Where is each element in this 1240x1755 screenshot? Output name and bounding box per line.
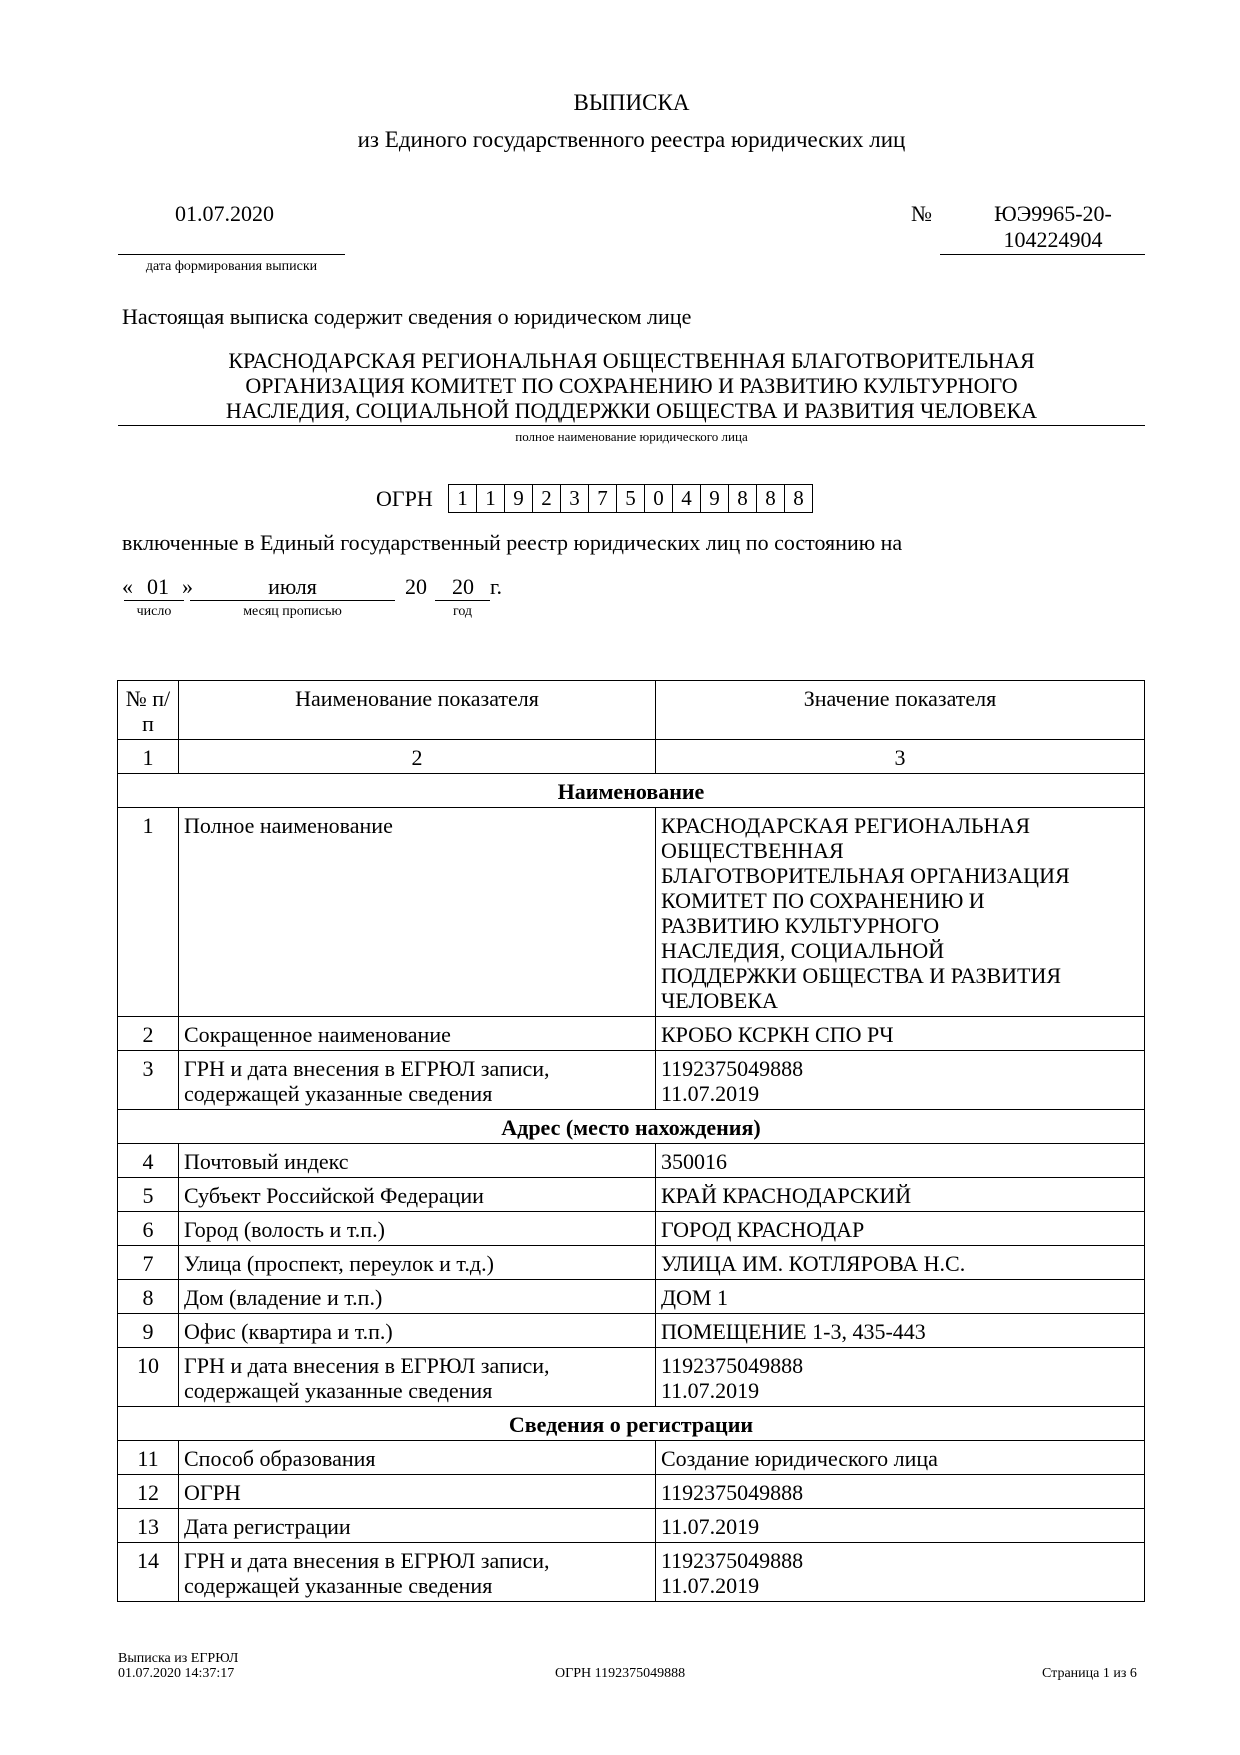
state-date-suffix: г. <box>490 574 503 599</box>
ogrn-digit-box: 2 <box>533 484 561 513</box>
intro-text: Настоящая выписка содержит сведения о юридическом лице <box>122 304 692 329</box>
ogrn-label: ОГРН <box>376 486 433 511</box>
ogrn-digit-box: 9 <box>505 484 533 513</box>
row-indicator: Город (волость и т.п.) <box>179 1212 656 1246</box>
table-row <box>118 808 1145 1017</box>
year-underline <box>435 600 490 601</box>
ogrn-digit-box: 4 <box>673 484 701 513</box>
full-name-caption: полное наименование юридического лица <box>515 429 748 444</box>
ogrn-digit-box: 1 <box>449 484 477 513</box>
row-indicator: Сокращенное наименование <box>179 1017 656 1051</box>
table-row <box>118 1475 1145 1509</box>
ogrn-digit-box: 5 <box>617 484 645 513</box>
row-number: 2 <box>118 1017 179 1051</box>
row-indicator: Дата регистрации <box>179 1509 656 1543</box>
full-name-underline <box>118 425 1145 426</box>
row-value: Создание юридического лица <box>656 1441 1145 1475</box>
registry-table <box>117 680 1145 1602</box>
row-indicator: Офис (квартира и т.п.) <box>179 1314 656 1348</box>
footer-page-number: Страница 1 из 6 <box>1042 1666 1137 1681</box>
document-subtitle: из Единого государственного реестра юридических лиц <box>357 127 906 152</box>
extract-number: ЮЭ9965-20- 104224904 <box>994 201 1112 252</box>
section-header-row <box>118 774 1145 808</box>
ogrn-digit-box: 8 <box>729 484 757 513</box>
row-value: ДОМ 1 <box>656 1280 1145 1314</box>
day-caption: число <box>136 604 172 619</box>
year-caption: год <box>452 604 473 619</box>
table-row <box>118 1314 1145 1348</box>
row-number: 6 <box>118 1212 179 1246</box>
ogrn-digit-box: 8 <box>785 484 813 513</box>
row-number: 14 <box>118 1543 179 1602</box>
ogrn-digit-box: 0 <box>645 484 673 513</box>
date-close-quote: » <box>182 574 193 599</box>
table-row <box>118 1017 1145 1051</box>
row-value: КРАСНОДАРСКАЯ РЕГИОНАЛЬНАЯ ОБЩЕСТВЕННАЯ БЛАГОТВОРИТЕЛЬНАЯ ОРГАНИЗАЦИЯ КОМИТЕТ ПО СОХРАНЕНИЮ И РАЗВИТИЮ КУЛЬТУРНОГО НАСЛЕДИЯ, СОЦИАЛЬНОЙ ПОДДЕРЖКИ ОБЩЕСТВА И РАЗВИТИЯ ЧЕЛОВЕКА <box>656 808 1145 1017</box>
row-number: 1 <box>118 808 179 1017</box>
header-indicator: Наименование показателя <box>179 681 656 740</box>
column-number-3: 3 <box>656 740 1145 774</box>
row-indicator: ГРН и дата внесения в ЕГРЮЛ записи, содержащей указанные сведения <box>179 1051 656 1110</box>
row-indicator: Почтовый индекс <box>179 1144 656 1178</box>
table-row <box>118 1441 1145 1475</box>
row-value: КРАЙ КРАСНОДАРСКИЙ <box>656 1178 1145 1212</box>
table-column-numbers-row <box>118 740 1145 774</box>
extract-number-underline <box>940 254 1145 255</box>
number-sign: № <box>911 201 932 226</box>
extract-date: 01.07.2020 <box>175 201 274 226</box>
table-row <box>118 1051 1145 1110</box>
row-indicator: ОГРН <box>179 1475 656 1509</box>
row-value: 1192375049888 11.07.2019 <box>656 1348 1145 1407</box>
entity-full-name: КРАСНОДАРСКАЯ РЕГИОНАЛЬНАЯ ОБЩЕСТВЕННАЯ БЛАГОТВОРИТЕЛЬНАЯ ОРГАНИЗАЦИЯ КОМИТЕТ ПО СОХРАНЕНИЮ И РАЗВИТИЮ КУЛЬТУРНОГО НАСЛЕДИЯ, СОЦИАЛЬНОЙ ПОДДЕРЖКИ ОБЩЕСТВА И РАЗВИТИЯ ЧЕЛОВЕКА <box>225 348 1038 423</box>
row-value: 1192375049888 11.07.2019 <box>656 1543 1145 1602</box>
footer-doc-name: Выписка из ЕГРЮЛ <box>118 1651 239 1666</box>
extract-date-caption: дата формирования выписки <box>145 259 318 274</box>
section-header-row <box>118 1110 1145 1144</box>
state-date-day: 01 <box>147 574 169 599</box>
row-indicator: Полное наименование <box>179 808 656 1017</box>
row-value: 11.07.2019 <box>656 1509 1145 1543</box>
date-open-quote: « <box>122 574 133 599</box>
month-underline <box>190 600 395 601</box>
ogrn-digit-boxes <box>448 484 813 513</box>
row-number: 11 <box>118 1441 179 1475</box>
row-number: 8 <box>118 1280 179 1314</box>
footer-timestamp: 01.07.2020 14:37:17 <box>118 1666 235 1681</box>
table-row <box>118 1246 1145 1280</box>
row-number: 9 <box>118 1314 179 1348</box>
row-indicator: Субъект Российской Федерации <box>179 1178 656 1212</box>
state-date-century: 20 <box>405 574 427 599</box>
row-indicator: ГРН и дата внесения в ЕГРЮЛ записи, содержащей указанные сведения <box>179 1543 656 1602</box>
ogrn-digit-box: 8 <box>757 484 785 513</box>
day-underline <box>124 600 184 601</box>
column-number-2: 2 <box>179 740 656 774</box>
section-title: Адрес (место нахождения) <box>118 1110 1145 1144</box>
table-row <box>118 1212 1145 1246</box>
table-row <box>118 1348 1145 1407</box>
included-text: включенные в Единый государственный реестр юридических лиц по состоянию на <box>122 530 903 555</box>
row-value: КРОБО КСРКН СПО РЧ <box>656 1017 1145 1051</box>
document-title: ВЫПИСКА <box>573 90 690 115</box>
row-value: ПОМЕЩЕНИЕ 1-3, 435-443 <box>656 1314 1145 1348</box>
table-row <box>118 1543 1145 1602</box>
section-header-row <box>118 1407 1145 1441</box>
row-number: 12 <box>118 1475 179 1509</box>
row-number: 4 <box>118 1144 179 1178</box>
row-indicator: Дом (владение и т.п.) <box>179 1280 656 1314</box>
row-number: 5 <box>118 1178 179 1212</box>
ogrn-digit-box: 9 <box>701 484 729 513</box>
header-number: № п/п <box>118 681 179 740</box>
row-value: 350016 <box>656 1144 1145 1178</box>
row-indicator: ГРН и дата внесения в ЕГРЮЛ записи, содержащей указанные сведения <box>179 1348 656 1407</box>
row-indicator: Улица (проспект, переулок и т.д.) <box>179 1246 656 1280</box>
section-title: Сведения о регистрации <box>118 1407 1145 1441</box>
row-number: 7 <box>118 1246 179 1280</box>
column-number-1: 1 <box>118 740 179 774</box>
month-caption: месяц прописью <box>243 604 342 619</box>
table-row <box>118 1144 1145 1178</box>
ogrn-digit-box: 3 <box>561 484 589 513</box>
table-row <box>118 1509 1145 1543</box>
row-number: 10 <box>118 1348 179 1407</box>
state-date-month: июля <box>268 574 317 599</box>
header-value: Значение показателя <box>656 681 1145 740</box>
ogrn-digit-box: 7 <box>589 484 617 513</box>
table-row <box>118 1280 1145 1314</box>
extract-date-underline <box>118 254 345 255</box>
row-indicator: Способ образования <box>179 1441 656 1475</box>
footer-ogrn: ОГРН 1192375049888 <box>555 1666 686 1681</box>
row-value: ГОРОД КРАСНОДАР <box>656 1212 1145 1246</box>
row-value: 1192375049888 11.07.2019 <box>656 1051 1145 1110</box>
row-number: 13 <box>118 1509 179 1543</box>
table-header-row <box>118 681 1145 740</box>
row-number: 3 <box>118 1051 179 1110</box>
row-value: 1192375049888 <box>656 1475 1145 1509</box>
table-row <box>118 1178 1145 1212</box>
row-value: УЛИЦА ИМ. КОТЛЯРОВА Н.С. <box>656 1246 1145 1280</box>
section-title: Наименование <box>118 774 1145 808</box>
ogrn-digit-box: 1 <box>477 484 505 513</box>
state-date-year: 20 <box>452 574 474 599</box>
